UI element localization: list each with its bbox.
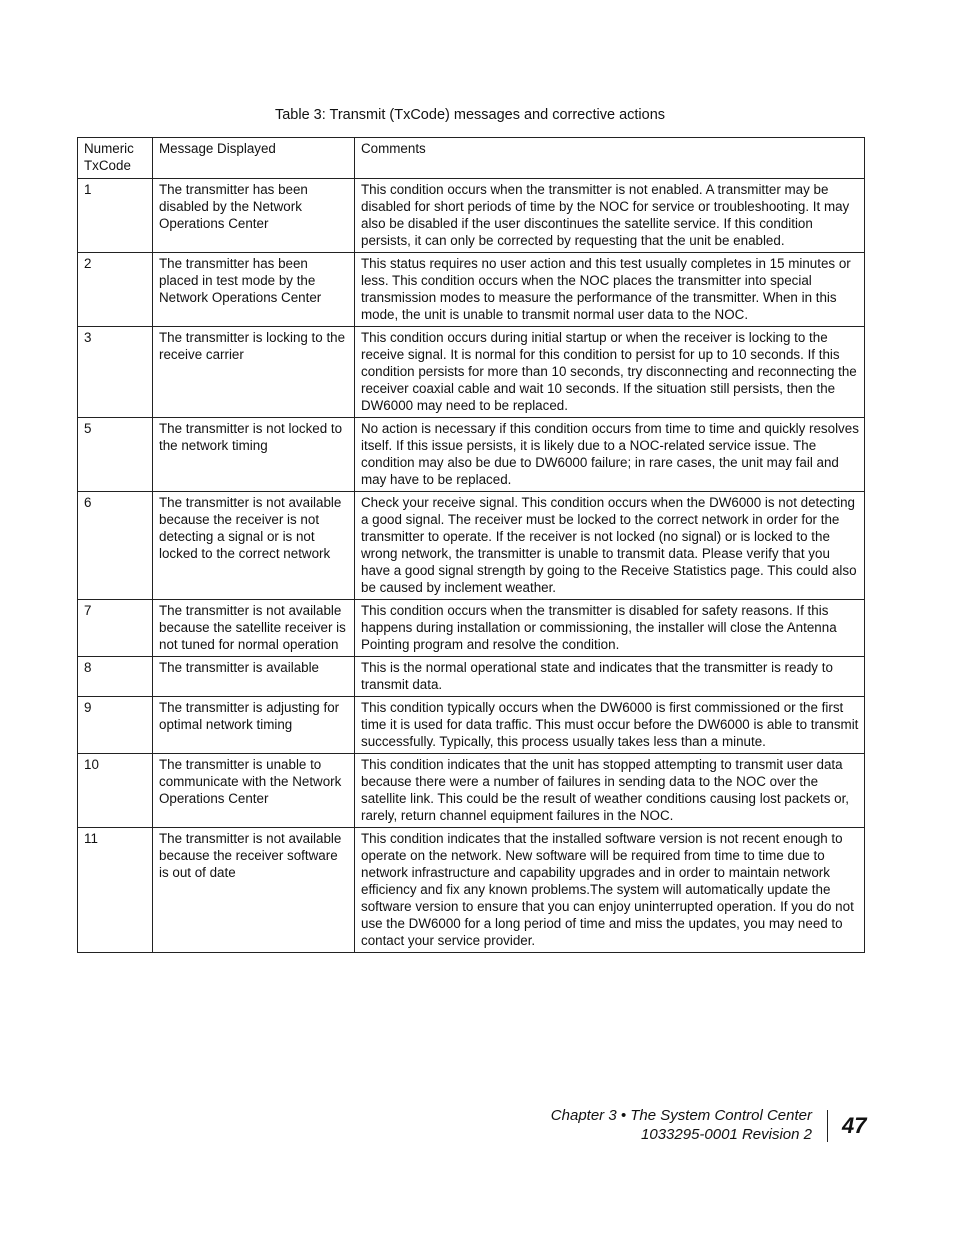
txcode-cell: 6 <box>78 492 153 600</box>
comment-cell: This status requires no user action and this test usually completes in 15 minutes or less. This condition occurs when the NOC places the transmitter into special transmission modes to measure the performance of the transmitter. When in this mode, the unit is unable to transmit normal user data to the NOC. <box>355 253 865 327</box>
table-row <box>78 600 865 657</box>
table-row <box>78 492 865 600</box>
message-cell: The transmitter is not locked to the network timing <box>153 418 355 492</box>
table-row <box>78 697 865 754</box>
table-caption: Table 3: Transmit (TxCode) messages and corrective actions <box>274 107 666 123</box>
table-row <box>78 657 865 697</box>
txcode-cell: 7 <box>78 600 153 657</box>
footer-revision: 1033295-0001 Revision 2 <box>641 1126 812 1143</box>
page-footer <box>551 1106 812 1144</box>
txcode-cell: 1 <box>78 179 153 253</box>
txcode-cell: 11 <box>78 828 153 953</box>
footer-divider <box>827 1110 828 1142</box>
message-cell: The transmitter is available <box>153 657 355 697</box>
txcode-cell: 9 <box>78 697 153 754</box>
table-row <box>78 253 865 327</box>
comment-cell: This condition occurs when the transmitter is not enabled. A transmitter may be disabled for short periods of time by the NOC for service or troubleshooting. It may also be disabled if the user discontinues the satellite service. If this condition persists, it can only be corrected by requesting that the unit be enabled. <box>355 179 865 253</box>
header-comments: Comments <box>355 138 865 179</box>
comment-cell: Check your receive signal. This condition occurs when the DW6000 is not detecting a good signal. The receiver must be locked to the correct network in order for the transmitter to operate. If the receiver is not locked (no signal) or is locked to the wrong network, the transmitter is unable to transmit data. Please verify that you have a good signal strength by going to the Receive Statistics page. This could also be caused by inclement weather. <box>355 492 865 600</box>
message-cell: The transmitter is not available because the receiver software is out of date <box>153 828 355 953</box>
message-cell: The transmitter has been disabled by the Network Operations Center <box>153 179 355 253</box>
table-row <box>78 327 865 418</box>
page-number: 47 <box>842 1113 867 1138</box>
comment-cell: This condition indicates that the installed software version is not recent enough to operate on the network. New software will be required from time to time due to network infrastructure and capability upgrades and in order to maintain network efficiency and fix any known problems.The system will automatically update the software version to ensure that you can enjoy uninterrupted operation. If you do not use the DW6000 for a long period of time and miss the updates, you may need to contact your service provider. <box>355 828 865 953</box>
txcode-cell: 10 <box>78 754 153 828</box>
table-row <box>78 179 865 253</box>
txcode-cell: 5 <box>78 418 153 492</box>
table-row <box>78 418 865 492</box>
table-row <box>78 828 865 953</box>
comment-cell: This is the normal operational state and indicates that the transmitter is ready to transmit data. <box>355 657 865 697</box>
comment-cell: This condition indicates that the unit has stopped attempting to transmit user data because there were a number of failures in sending data to the NOC over the satellite link. This could be the result of weather conditions causing lost packets or, rarely, return channel equipment failures in the NOC. <box>355 754 865 828</box>
header-message-displayed: Message Displayed <box>153 138 355 179</box>
txcode-cell: 2 <box>78 253 153 327</box>
message-cell: The transmitter is adjusting for optimal network timing <box>153 697 355 754</box>
message-cell: The transmitter is not available because the satellite receiver is not tuned for normal operation <box>153 600 355 657</box>
txcode-cell: 3 <box>78 327 153 418</box>
header-numeric-txcode: Numeric TxCode <box>78 138 153 179</box>
txcode-cell: 8 <box>78 657 153 697</box>
footer-chapter: Chapter 3 • The System Control Center <box>550 1107 812 1124</box>
comment-cell: This condition occurs during initial startup or when the receiver is locking to the receive signal. It is normal for this condition to persist for up to 10 seconds. If this condition persists for more than 10 seconds, try disconnecting and reconnecting the receiver coaxial cable and wait 10 seconds. If the situation still persists, then the DW6000 may need to be replaced. <box>355 327 865 418</box>
comment-cell: This condition typically occurs when the DW6000 is first commissioned or the first time it is used for data traffic. This must occur before the DW6000 is able to transmit successfully. Typically, this process usually takes less than a minute. <box>355 697 865 754</box>
txcode-table <box>77 137 865 953</box>
table-header-row <box>78 138 865 179</box>
message-cell: The transmitter is unable to communicate with the Network Operations Center <box>153 754 355 828</box>
comment-cell: This condition occurs when the transmitter is disabled for safety reasons. If this happens during installation or commissioning, the installer will close the Antenna Pointing program and resolve the condition. <box>355 600 865 657</box>
comment-cell: No action is necessary if this condition occurs from time to time and quickly resolves itself. If this issue persists, it is likely due to a NOC-related service issue. The condition may also be due to DW6000 failure; in rare cases, the unit may fail and may have to be replaced. <box>355 418 865 492</box>
message-cell: The transmitter is not available because the receiver is not detecting a signal or is not locked to the correct network <box>153 492 355 600</box>
message-cell: The transmitter has been placed in test mode by the Network Operations Center <box>153 253 355 327</box>
message-cell: The transmitter is locking to the receive carrier <box>153 327 355 418</box>
table-row <box>78 754 865 828</box>
